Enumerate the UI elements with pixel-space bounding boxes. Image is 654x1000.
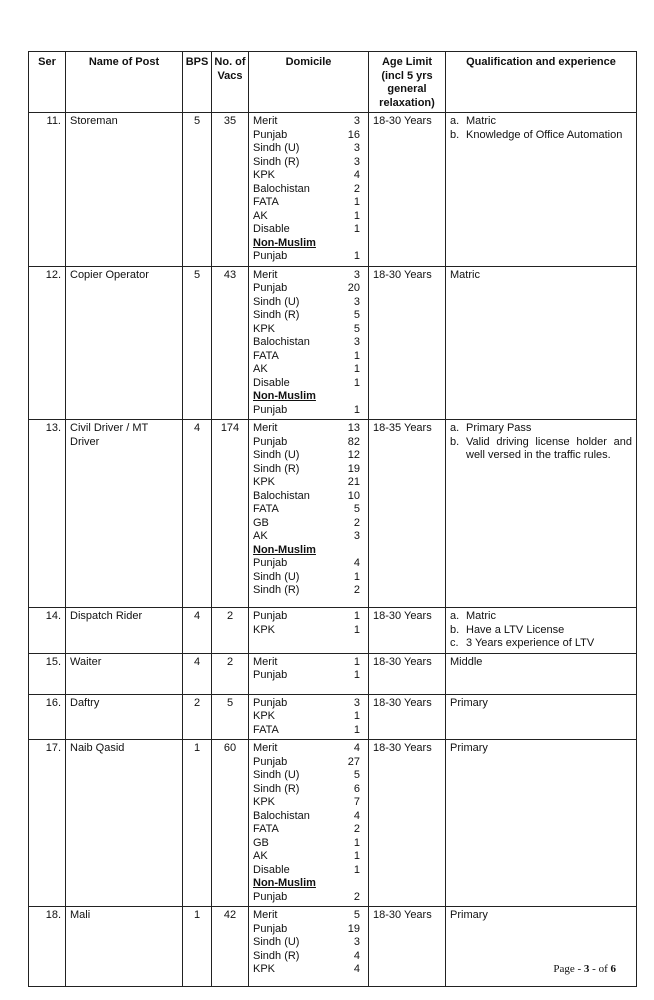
domicile-label: Merit: [253, 655, 278, 668]
qualification-item: [450, 624, 632, 638]
domicile-label: Non-Muslim: [253, 543, 316, 556]
domicile-count: 3: [353, 142, 360, 154]
cell-qualification: [446, 694, 637, 740]
domicile-count: 1: [353, 610, 360, 622]
cell-domicile: [249, 266, 369, 420]
domicile-item: [253, 669, 364, 683]
domicile-count: 5: [353, 309, 360, 321]
domicile-item: [253, 169, 364, 183]
qualification-item: [450, 610, 632, 624]
domicile-count: 5: [353, 909, 360, 921]
domicile-item: [253, 282, 364, 296]
domicile-item: [253, 909, 364, 923]
domicile-count: 4: [353, 169, 360, 181]
domicile-count: 16: [347, 128, 360, 141]
qualification-item: [450, 115, 632, 129]
qualification-text: Have a LTV License: [466, 623, 565, 636]
domicile-label: Balochistan: [253, 489, 310, 502]
domicile-count: 3: [353, 295, 360, 308]
table-row: [29, 266, 637, 420]
domicile-label: Sindh (R): [253, 949, 300, 962]
domicile-count: [360, 877, 364, 891]
qualification-text: Matric: [450, 268, 480, 281]
cell-age-limit: 18-30 Years: [369, 694, 446, 740]
domicile-item: [253, 850, 364, 864]
header-qual: Qualification and experience: [446, 52, 637, 113]
qualification-marker: a.: [450, 422, 460, 434]
table-row: [29, 740, 637, 907]
qualification-marker: a.: [450, 115, 460, 127]
domicile-item: [253, 517, 364, 531]
domicile-count: 4: [353, 557, 360, 569]
domicile-count: 1: [353, 623, 360, 636]
domicile-count: 19: [347, 922, 360, 935]
domicile-item: [253, 610, 364, 624]
domicile-label: FATA: [253, 196, 279, 208]
domicile-item: [253, 377, 364, 391]
qualification-item: [450, 909, 632, 923]
domicile-count: 27: [347, 755, 360, 768]
domicile-label: Merit: [253, 422, 278, 434]
qualification-text: Matric: [466, 115, 496, 127]
domicile-label: Balochistan: [253, 182, 310, 195]
domicile-item: [253, 742, 364, 756]
cell-ser: 11.: [29, 113, 66, 267]
domicile-label: GB: [253, 836, 269, 849]
cell-post-name: Storeman: [66, 113, 183, 267]
qualification-item: [450, 697, 632, 711]
domicile-label: FATA: [253, 723, 279, 736]
domicile-label: Merit: [253, 115, 278, 127]
domicile-item: [253, 864, 364, 878]
domicile-item: [253, 810, 364, 824]
qualification-item: [450, 637, 632, 651]
domicile-count: 4: [353, 949, 360, 962]
cell-vacancies: 2: [212, 608, 249, 654]
domicile-item: [253, 196, 364, 210]
domicile-count: 12: [347, 449, 360, 461]
qualification-text: Primary: [450, 909, 488, 921]
domicile-count: 2: [353, 584, 360, 596]
cell-domicile: [249, 420, 369, 608]
domicile-label: AK: [253, 530, 268, 542]
domicile-item: [253, 183, 364, 197]
domicile-label: Punjab: [253, 755, 288, 768]
qualification-marker: b.: [450, 435, 460, 448]
domicile-count: 3: [353, 155, 360, 168]
domicile-subheading: [253, 390, 364, 404]
domicile-subheading: [253, 237, 364, 251]
domicile-count: 13: [347, 422, 360, 434]
domicile-item: [253, 503, 364, 517]
header-bps: BPS: [183, 52, 212, 113]
domicile-count: 5: [353, 322, 360, 335]
qualification-item: [450, 742, 632, 756]
domicile-count: 82: [347, 435, 360, 448]
domicile-subheading: [253, 877, 364, 891]
table-row: [29, 653, 637, 694]
cell-bps: 1: [183, 740, 212, 907]
header-age: Age Limit (incl 5 yrs general relaxation): [369, 52, 446, 113]
domicile-count: [360, 390, 364, 404]
qualification-marker: a.: [450, 610, 460, 622]
cell-age-limit: 18-35 Years: [369, 420, 446, 608]
domicile-label: GB: [253, 516, 269, 529]
domicile-item: [253, 296, 364, 310]
qualification-text: Primary: [450, 696, 488, 709]
domicile-label: FATA: [253, 823, 279, 835]
domicile-count: 4: [353, 809, 360, 822]
domicile-item: [253, 710, 364, 724]
domicile-label: Sindh (U): [253, 142, 300, 154]
domicile-label: Punjab: [253, 403, 288, 416]
header-domicile: Domicile: [249, 52, 369, 113]
domicile-item: [253, 724, 364, 738]
domicile-count: 1: [353, 250, 360, 262]
footer-prefix: Page -: [553, 963, 584, 975]
qualification-text: Primary: [450, 742, 488, 754]
cell-domicile: [249, 907, 369, 987]
domicile-count: 10: [347, 489, 360, 502]
domicile-item: [253, 963, 364, 977]
footer-middle: - of: [589, 963, 611, 975]
cell-vacancies: 35: [212, 113, 249, 267]
cell-post-name: Copier Operator: [66, 266, 183, 420]
domicile-count: 5: [353, 769, 360, 781]
cell-domicile: [249, 608, 369, 654]
domicile-count: 19: [347, 462, 360, 475]
domicile-count: 5: [353, 503, 360, 515]
cell-ser: 12.: [29, 266, 66, 420]
domicile-item: [253, 783, 364, 797]
cell-vacancies: 60: [212, 740, 249, 907]
cell-vacancies: 5: [212, 694, 249, 740]
table-row: [29, 694, 637, 740]
cell-bps: 1: [183, 907, 212, 987]
vacancy-table: [28, 51, 637, 987]
qualification-marker: b.: [450, 623, 460, 636]
page-footer: [553, 963, 616, 975]
domicile-item: [253, 309, 364, 323]
domicile-item: [253, 129, 364, 143]
cell-bps: 2: [183, 694, 212, 740]
cell-qualification: [446, 740, 637, 907]
domicile-count: 1: [353, 363, 360, 375]
domicile-count: 1: [353, 349, 360, 362]
domicile-label: Disable: [253, 376, 290, 389]
qualification-text: Middle: [450, 655, 483, 668]
domicile-label: Sindh (U): [253, 295, 300, 308]
domicile-label: Sindh (R): [253, 155, 300, 168]
cell-bps: 4: [183, 420, 212, 608]
cell-bps: 4: [183, 653, 212, 694]
qualification-item: [450, 436, 632, 463]
cell-vacancies: 2: [212, 653, 249, 694]
domicile-label: Punjab: [253, 922, 288, 935]
domicile-count: 1: [353, 196, 360, 208]
header-vacs: No. of Vacs: [212, 52, 249, 113]
domicile-label: Punjab: [253, 610, 288, 622]
cell-post-name: Dispatch Rider: [66, 608, 183, 654]
domicile-label: Sindh (R): [253, 309, 300, 321]
domicile-count: 20: [347, 282, 360, 294]
domicile-count: 3: [353, 696, 360, 709]
domicile-label: AK: [253, 209, 268, 222]
domicile-count: 6: [353, 782, 360, 795]
domicile-label: Punjab: [253, 250, 288, 262]
table-row: [29, 608, 637, 654]
domicile-label: Sindh (R): [253, 782, 300, 795]
domicile-count: 1: [353, 223, 360, 235]
qualification-marker: b.: [450, 128, 460, 141]
cell-qualification: [446, 420, 637, 608]
cell-age-limit: 18-30 Years: [369, 653, 446, 694]
domicile-count: 3: [353, 336, 360, 348]
domicile-label: KPK: [253, 710, 276, 722]
domicile-item: [253, 697, 364, 711]
domicile-count: 3: [353, 530, 360, 542]
domicile-item: [253, 142, 364, 156]
domicile-item: [253, 404, 364, 418]
domicile-label: KPK: [253, 796, 276, 808]
domicile-item: [253, 156, 364, 170]
domicile-item: [253, 363, 364, 377]
domicile-label: Disable: [253, 863, 290, 876]
domicile-item: [253, 769, 364, 783]
qualification-text: Valid driving license holder and well versed in the traffic rules.: [466, 435, 632, 461]
domicile-count: 1: [353, 836, 360, 849]
domicile-count: 3: [353, 936, 360, 948]
domicile-count: 7: [353, 796, 360, 808]
domicile-label: FATA: [253, 349, 279, 362]
cell-ser: 13.: [29, 420, 66, 608]
domicile-count: 2: [353, 516, 360, 529]
cell-qualification: [446, 266, 637, 420]
domicile-count: 3: [353, 268, 360, 281]
cell-qualification: [446, 653, 637, 694]
domicile-count: 1: [353, 376, 360, 389]
domicile-label: Punjab: [253, 696, 288, 709]
cell-age-limit: 18-30 Years: [369, 608, 446, 654]
domicile-label: KPK: [253, 963, 276, 975]
domicile-label: AK: [253, 850, 268, 862]
cell-domicile: [249, 653, 369, 694]
cell-post-name: Naib Qasid: [66, 740, 183, 907]
domicile-label: Non-Muslim: [253, 877, 316, 889]
qualification-item: [450, 656, 632, 670]
domicile-item: [253, 584, 364, 598]
domicile-label: KPK: [253, 169, 276, 181]
domicile-label: Balochistan: [253, 809, 310, 822]
cell-ser: 16.: [29, 694, 66, 740]
domicile-count: 1: [353, 850, 360, 862]
domicile-label: Disable: [253, 223, 290, 235]
domicile-label: Non-Muslim: [253, 236, 316, 249]
cell-age-limit: 18-30 Years: [369, 266, 446, 420]
cell-age-limit: 18-30 Years: [369, 113, 446, 267]
domicile-item: [253, 756, 364, 770]
cell-vacancies: 174: [212, 420, 249, 608]
domicile-item: [253, 436, 364, 450]
qualification-item: [450, 422, 632, 436]
table-row: [29, 907, 637, 987]
domicile-label: Punjab: [253, 282, 288, 294]
cell-qualification: [446, 113, 637, 267]
cell-ser: 18.: [29, 907, 66, 987]
domicile-item: [253, 530, 364, 544]
cell-post-name: Civil Driver / MT Driver: [66, 420, 183, 608]
domicile-label: Sindh (U): [253, 570, 300, 583]
domicile-label: Balochistan: [253, 336, 310, 348]
domicile-label: FATA: [253, 503, 279, 515]
domicile-label: Merit: [253, 909, 278, 921]
domicile-label: Sindh (U): [253, 936, 300, 948]
domicile-item: [253, 837, 364, 851]
domicile-item: [253, 115, 364, 129]
domicile-item: [253, 463, 364, 477]
domicile-label: Sindh (U): [253, 769, 300, 781]
cell-bps: 5: [183, 113, 212, 267]
domicile-label: KPK: [253, 476, 276, 488]
domicile-item: [253, 449, 364, 463]
qualification-text: Primary Pass: [466, 422, 532, 434]
domicile-item: [253, 891, 364, 905]
domicile-item: [253, 796, 364, 810]
domicile-count: 3: [353, 115, 360, 127]
table-row: [29, 113, 637, 267]
qualification-marker: c.: [450, 637, 459, 649]
domicile-item: [253, 656, 364, 670]
domicile-count: 4: [353, 963, 360, 975]
header-row: [29, 52, 637, 113]
table-row: [29, 420, 637, 608]
domicile-label: KPK: [253, 322, 276, 335]
domicile-item: [253, 823, 364, 837]
cell-domicile: [249, 113, 369, 267]
domicile-count: 1: [353, 710, 360, 722]
qualification-item: [450, 129, 632, 143]
domicile-count: [360, 544, 364, 558]
qualification-item: [450, 269, 632, 283]
header-name: Name of Post: [66, 52, 183, 113]
domicile-label: Punjab: [253, 890, 288, 903]
domicile-label: Sindh (U): [253, 449, 300, 461]
domicile-item: [253, 269, 364, 283]
domicile-item: [253, 250, 364, 264]
domicile-count: 1: [353, 403, 360, 416]
domicile-label: Merit: [253, 268, 278, 281]
domicile-item: [253, 557, 364, 571]
domicile-count: 2: [353, 823, 360, 835]
domicile-label: Sindh (R): [253, 584, 300, 596]
domicile-item: [253, 923, 364, 937]
domicile-count: 2: [353, 890, 360, 903]
domicile-item: [253, 223, 364, 237]
domicile-item: [253, 336, 364, 350]
domicile-count: 1: [353, 863, 360, 876]
domicile-item: [253, 950, 364, 964]
domicile-label: Punjab: [253, 128, 288, 141]
domicile-label: Non-Muslim: [253, 390, 316, 402]
cell-bps: 4: [183, 608, 212, 654]
domicile-count: 1: [353, 209, 360, 222]
cell-qualification: [446, 608, 637, 654]
cell-post-name: Daftry: [66, 694, 183, 740]
qualification-text: 3 Years experience of LTV: [466, 637, 595, 649]
domicile-item: [253, 476, 364, 490]
cell-age-limit: 18-30 Years: [369, 740, 446, 907]
footer-page: 3: [583, 963, 590, 975]
domicile-subheading: [253, 544, 364, 558]
cell-ser: 14.: [29, 608, 66, 654]
cell-bps: 5: [183, 266, 212, 420]
cell-domicile: [249, 740, 369, 907]
domicile-count: 21: [347, 476, 360, 488]
domicile-count: 1: [353, 655, 360, 668]
domicile-item: [253, 422, 364, 436]
qualification-text: Knowledge of Office Automation: [466, 128, 623, 141]
domicile-label: Punjab: [253, 557, 288, 569]
domicile-count: 1: [353, 723, 360, 736]
domicile-item: [253, 624, 364, 638]
footer-total: 6: [610, 963, 616, 975]
domicile-item: [253, 936, 364, 950]
cell-domicile: [249, 694, 369, 740]
domicile-label: Merit: [253, 742, 278, 754]
domicile-label: Sindh (R): [253, 462, 300, 475]
domicile-item: [253, 210, 364, 224]
header-ser: Ser: [29, 52, 66, 113]
domicile-label: AK: [253, 363, 268, 375]
domicile-item: [253, 323, 364, 337]
domicile-count: 2: [353, 182, 360, 195]
domicile-count: 1: [353, 669, 360, 681]
domicile-label: KPK: [253, 623, 276, 636]
domicile-item: [253, 350, 364, 364]
domicile-item: [253, 490, 364, 504]
domicile-count: 4: [353, 742, 360, 754]
cell-vacancies: 42: [212, 907, 249, 987]
cell-age-limit: 18-30 Years: [369, 907, 446, 987]
domicile-label: Punjab: [253, 669, 288, 681]
cell-ser: 15.: [29, 653, 66, 694]
qualification-text: Matric: [466, 610, 496, 622]
domicile-count: [360, 237, 364, 251]
cell-vacancies: 43: [212, 266, 249, 420]
domicile-count: 1: [353, 570, 360, 583]
cell-ser: 17.: [29, 740, 66, 907]
domicile-label: Punjab: [253, 435, 288, 448]
cell-post-name: Mali: [66, 907, 183, 987]
cell-post-name: Waiter: [66, 653, 183, 694]
domicile-item: [253, 571, 364, 585]
